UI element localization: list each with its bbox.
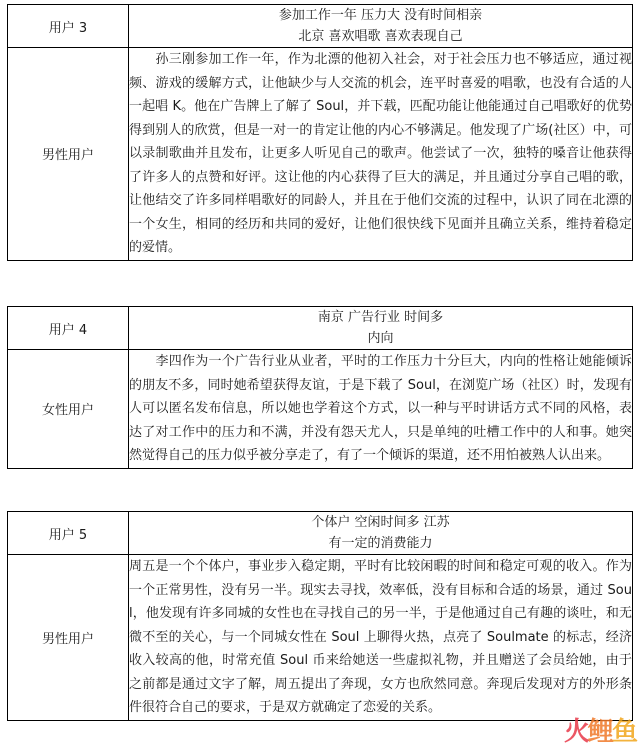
user-4-header-row: [8, 307, 633, 350]
user-5-story: 周五是一个个体户，事业步入稳定期，平时有比较闲暇的时间和稳定可观的收入。作为一个正常男性，没有另一半。现实去寻找，效率低，没有目标和合适的场景，通过 Soul，他发现有许多同城的女性也在寻找自己的另一半，于是他通过自己有趣的谈吐，和无微不至的关心，与一个同城女性在 Soul 上聊得火热，点亮了 Soulmate 的标志，经济收入较高的他，时常充值 Soul 币来给她送一些虚拟礼物，并且赠送了会员给她，由于之前都是通过文字了解，周五提出了奔现，女方也欣然同意。奔现后发现对方的外形条件很符合自己的要求，于是双方就确定了恋爱的关系。: [129, 555, 633, 721]
user-3-table: [7, 4, 633, 261]
user-5-label: 用户 5: [8, 512, 129, 555]
watermark-char-3: 鱼: [611, 717, 636, 747]
user-3-header-row: [8, 5, 633, 48]
user-4-type: 女性用户: [8, 350, 129, 469]
user-3-tag-line-2: 北京 喜欢唱歌 喜欢表现自己: [298, 29, 463, 44]
user-5-tags: [129, 512, 633, 555]
user-3-tags: [129, 5, 633, 48]
user-3-story: 孙三刚参加工作一年，作为北漂的他初入社会，对于社会压力也不够适应，通过视频、游戏的缓解方式，让他缺少与人交流的机会，连平时喜爱的唱歌，也没有合适的人一起唱 K。他在广告牌上了解了 Soul，并下载，匹配功能让他能通过自己唱歌好的优势得到别人的欣赏，但是一对一的肯定让他的内心不够满足。他发现了广场(社区）中，可以录制歌曲并且发布，让更多人听见自己的歌声。他尝试了一次，独特的嗓音让他获得了许多人的点赞和好评。这让他的内心获得了巨大的满足，并且通过分享自己唱的歌，让他结交了许多同样唱歌好的同龄人，并且在于他们交流的过程中，认识了同在北漂的一个女生，相同的经历和共同的爱好，让他们很快线下见面并且确立关系，维持着稳定的爱情。: [129, 48, 633, 261]
user-4-tags: [129, 307, 633, 350]
user-3-label: 用户 3: [8, 5, 129, 48]
user-4-story: 李四作为一个广告行业从业者，平时的工作压力十分巨大，内向的性格让她能倾诉的朋友不多，同时她希望获得友谊，于是下载了 Soul，在浏览广场（社区）时，发现有人可以匿名发布信息，所以她也学着这个方式，以一种与平时讲话方式不同的风格，表达了对工作中的压力和不满，并没有怨天尤人，只是单纯的吐槽工作中的人和事。她突然觉得自己的压力似乎被分享走了，有了一个倾诉的渠道，还不用怕被熟人认出来。: [129, 350, 633, 469]
watermark-logo: [564, 711, 636, 748]
user-3-tag-line-1: 参加工作一年 压力大 没有时间相亲: [278, 8, 483, 23]
user-4-body-row: [8, 350, 633, 469]
user-3-body-row: [8, 48, 633, 261]
user-5-header-row: [8, 512, 633, 555]
user-4-table: [7, 306, 633, 469]
user-5-body-row: [8, 555, 633, 721]
user-5-tag-line-1: 个体户 空闲时间多 江苏: [311, 515, 450, 530]
user-5-type: 男性用户: [8, 555, 129, 721]
user-4-label: 用户 4: [8, 307, 129, 350]
watermark-char-2: 鲤: [587, 717, 612, 747]
user-5-table: [7, 511, 633, 721]
user-4-tag-line-2: 内向: [367, 331, 394, 346]
user-3-type: 男性用户: [8, 48, 129, 261]
user-5-tag-line-2: 有一定的消费能力: [328, 536, 433, 551]
watermark-char-1: 火: [563, 717, 588, 747]
user-4-tag-line-1: 南京 广告行业 时间多: [317, 310, 444, 325]
